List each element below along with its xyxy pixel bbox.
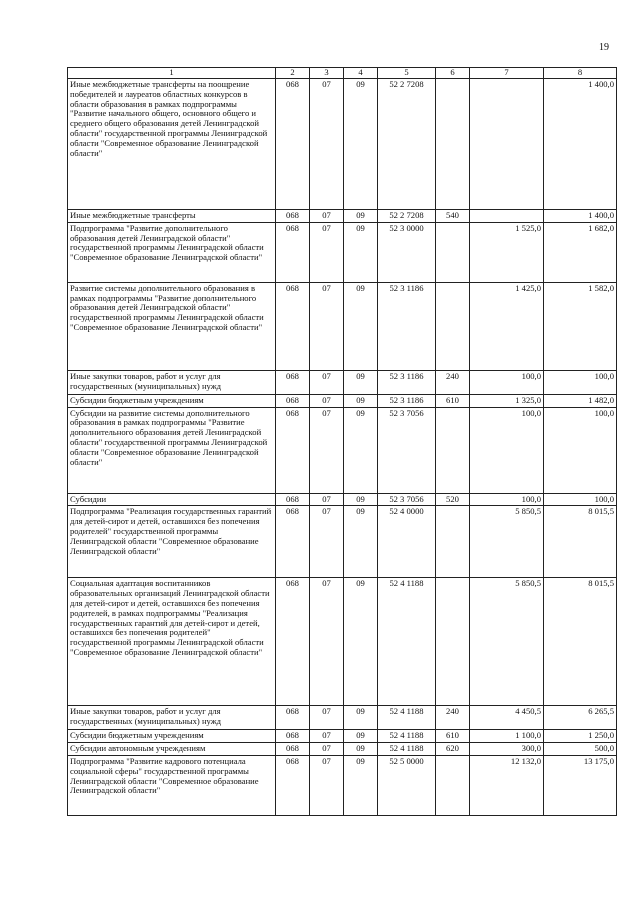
amount-year2: 100,0	[544, 493, 617, 506]
target-article: 52 4 0000	[378, 506, 436, 578]
section-code: 07	[310, 407, 344, 493]
expense-type	[436, 222, 470, 282]
ministry-code: 068	[276, 706, 310, 730]
page-number: 19	[599, 42, 609, 53]
amount-year2: 13 175,0	[544, 755, 617, 815]
ministry-code: 068	[276, 743, 310, 756]
row-name: Иные межбюджетные трансферты	[68, 210, 276, 223]
amount-year1	[470, 210, 544, 223]
expense-type: 620	[436, 743, 470, 756]
expense-type: 240	[436, 706, 470, 730]
amount-year2: 1 582,0	[544, 282, 617, 370]
table-row	[68, 743, 617, 756]
target-article: 52 4 1188	[378, 578, 436, 706]
amount-year1	[470, 79, 544, 210]
expense-type	[436, 755, 470, 815]
amount-year2: 6 265,5	[544, 706, 617, 730]
amount-year1: 4 450,5	[470, 706, 544, 730]
target-article: 52 3 0000	[378, 222, 436, 282]
subsection-code: 09	[344, 79, 378, 210]
budget-table	[67, 67, 617, 816]
expense-type	[436, 407, 470, 493]
amount-year1: 1 325,0	[470, 394, 544, 407]
row-name: Подпрограмма "Реализация государственных гарантий для детей-сирот и детей, оставшихся без попечения родителей" государственной программы Ленинградской области "Современное образование Ленинградской области"	[68, 506, 276, 578]
table-row	[68, 706, 617, 730]
amount-year1: 100,0	[470, 370, 544, 394]
amount-year1: 5 850,5	[470, 506, 544, 578]
amount-year1: 12 132,0	[470, 755, 544, 815]
expense-type: 240	[436, 370, 470, 394]
subsection-code: 09	[344, 730, 378, 743]
amount-year1: 1 100,0	[470, 730, 544, 743]
col-header-1: 1	[68, 68, 276, 79]
section-code: 07	[310, 578, 344, 706]
amount-year2: 100,0	[544, 370, 617, 394]
subsection-code: 09	[344, 370, 378, 394]
amount-year2: 8 015,5	[544, 506, 617, 578]
row-name: Субсидии	[68, 493, 276, 506]
expense-type: 610	[436, 730, 470, 743]
table-row	[68, 506, 617, 578]
expense-type: 520	[436, 493, 470, 506]
target-article: 52 3 7056	[378, 407, 436, 493]
amount-year2: 1 482,0	[544, 394, 617, 407]
section-code: 07	[310, 506, 344, 578]
row-name: Подпрограмма "Развитие дополнительного образования детей Ленинградской области" государственной программы Ленинградской области "Современное образование Ленинградской области"	[68, 222, 276, 282]
expense-type	[436, 282, 470, 370]
table-row	[68, 222, 617, 282]
row-name: Субсидии бюджетным учреждениям	[68, 730, 276, 743]
subsection-code: 09	[344, 282, 378, 370]
amount-year2: 1 682,0	[544, 222, 617, 282]
row-name: Иные закупки товаров, работ и услуг для государственных (муниципальных) нужд	[68, 706, 276, 730]
section-code: 07	[310, 210, 344, 223]
expense-type	[436, 578, 470, 706]
section-code: 07	[310, 79, 344, 210]
table-row	[68, 578, 617, 706]
table-row	[68, 493, 617, 506]
col-header-3: 3	[310, 68, 344, 79]
target-article: 52 3 1186	[378, 282, 436, 370]
table-body	[68, 79, 617, 816]
col-header-2: 2	[276, 68, 310, 79]
section-code: 07	[310, 706, 344, 730]
amount-year1: 100,0	[470, 407, 544, 493]
subsection-code: 09	[344, 578, 378, 706]
target-article: 52 2 7208	[378, 210, 436, 223]
table-row	[68, 730, 617, 743]
ministry-code: 068	[276, 370, 310, 394]
amount-year1: 1 525,0	[470, 222, 544, 282]
amount-year2: 1 400,0	[544, 79, 617, 210]
table-row	[68, 79, 617, 210]
table-row	[68, 407, 617, 493]
col-header-5: 5	[378, 68, 436, 79]
target-article: 52 4 1188	[378, 743, 436, 756]
row-name: Субсидии автономным учреждениям	[68, 743, 276, 756]
ministry-code: 068	[276, 394, 310, 407]
section-code: 07	[310, 370, 344, 394]
table-row	[68, 210, 617, 223]
row-name: Иные закупки товаров, работ и услуг для государственных (муниципальных) нужд	[68, 370, 276, 394]
ministry-code: 068	[276, 222, 310, 282]
ministry-code: 068	[276, 79, 310, 210]
target-article: 52 4 1188	[378, 706, 436, 730]
subsection-code: 09	[344, 493, 378, 506]
row-name: Социальная адаптация воспитанников образовательных организаций Ленинградской области для детей-сирот и детей, оставшихся без попечения родителей, в рамках подпрограммы "Реализация государственных гарантий для детей-сирот и детей, оставшихся без попечения родителей" государственной программы Ленинградской области "Современное образование Ленинградской области"	[68, 578, 276, 706]
expense-type: 540	[436, 210, 470, 223]
section-code: 07	[310, 743, 344, 756]
expense-type: 610	[436, 394, 470, 407]
amount-year2: 100,0	[544, 407, 617, 493]
row-name: Подпрограмма "Развитие кадрового потенциала социальной сферы" государственной программы Ленинградской области "Современное образование Ленинградской области"	[68, 755, 276, 815]
amount-year2: 1 400,0	[544, 210, 617, 223]
subsection-code: 09	[344, 755, 378, 815]
subsection-code: 09	[344, 222, 378, 282]
ministry-code: 068	[276, 407, 310, 493]
subsection-code: 09	[344, 407, 378, 493]
section-code: 07	[310, 282, 344, 370]
table-header	[68, 68, 617, 79]
amount-year1: 1 425,0	[470, 282, 544, 370]
amount-year1: 5 850,5	[470, 578, 544, 706]
subsection-code: 09	[344, 506, 378, 578]
ministry-code: 068	[276, 730, 310, 743]
amount-year1: 300,0	[470, 743, 544, 756]
ministry-code: 068	[276, 493, 310, 506]
ministry-code: 068	[276, 210, 310, 223]
row-name: Субсидии бюджетным учреждениям	[68, 394, 276, 407]
expense-type	[436, 506, 470, 578]
amount-year2: 1 250,0	[544, 730, 617, 743]
header-row	[68, 68, 617, 79]
section-code: 07	[310, 493, 344, 506]
target-article: 52 3 1186	[378, 394, 436, 407]
ministry-code: 068	[276, 755, 310, 815]
col-header-7: 7	[470, 68, 544, 79]
amount-year2: 8 015,5	[544, 578, 617, 706]
target-article: 52 3 7056	[378, 493, 436, 506]
subsection-code: 09	[344, 394, 378, 407]
col-header-6: 6	[436, 68, 470, 79]
table-row	[68, 282, 617, 370]
section-code: 07	[310, 222, 344, 282]
target-article: 52 4 1188	[378, 730, 436, 743]
amount-year2: 500,0	[544, 743, 617, 756]
expense-type	[436, 79, 470, 210]
section-code: 07	[310, 755, 344, 815]
target-article: 52 5 0000	[378, 755, 436, 815]
ministry-code: 068	[276, 282, 310, 370]
section-code: 07	[310, 730, 344, 743]
ministry-code: 068	[276, 506, 310, 578]
section-code: 07	[310, 394, 344, 407]
table-row	[68, 755, 617, 815]
row-name: Субсидии на развитие системы дополнительного образования в рамках подпрограммы "Развитие дополнительного образования детей Ленинградской области" государственной программы Ленинградской области "Современное образование Ленинградской области"	[68, 407, 276, 493]
ministry-code: 068	[276, 578, 310, 706]
target-article: 52 3 1186	[378, 370, 436, 394]
subsection-code: 09	[344, 706, 378, 730]
subsection-code: 09	[344, 210, 378, 223]
col-header-4: 4	[344, 68, 378, 79]
target-article: 52 2 7208	[378, 79, 436, 210]
table-row	[68, 370, 617, 394]
table-row	[68, 394, 617, 407]
amount-year1: 100,0	[470, 493, 544, 506]
row-name: Развитие системы дополнительного образования в рамках подпрограммы "Развитие дополнительного образования детей Ленинградской области" государственной программы Ленинградской области "Современное образование Ленинградской области"	[68, 282, 276, 370]
row-name: Иные межбюджетные трансферты на поощрение победителей и лауреатов областных конкурсов в области образования в рамках подпрограммы "Развитие начального общего, основного общего и среднего общего образования детей Ленинградской области" государственной программы Ленинградской области "Современное образование Ленинградской области"	[68, 79, 276, 210]
col-header-8: 8	[544, 68, 617, 79]
subsection-code: 09	[344, 743, 378, 756]
